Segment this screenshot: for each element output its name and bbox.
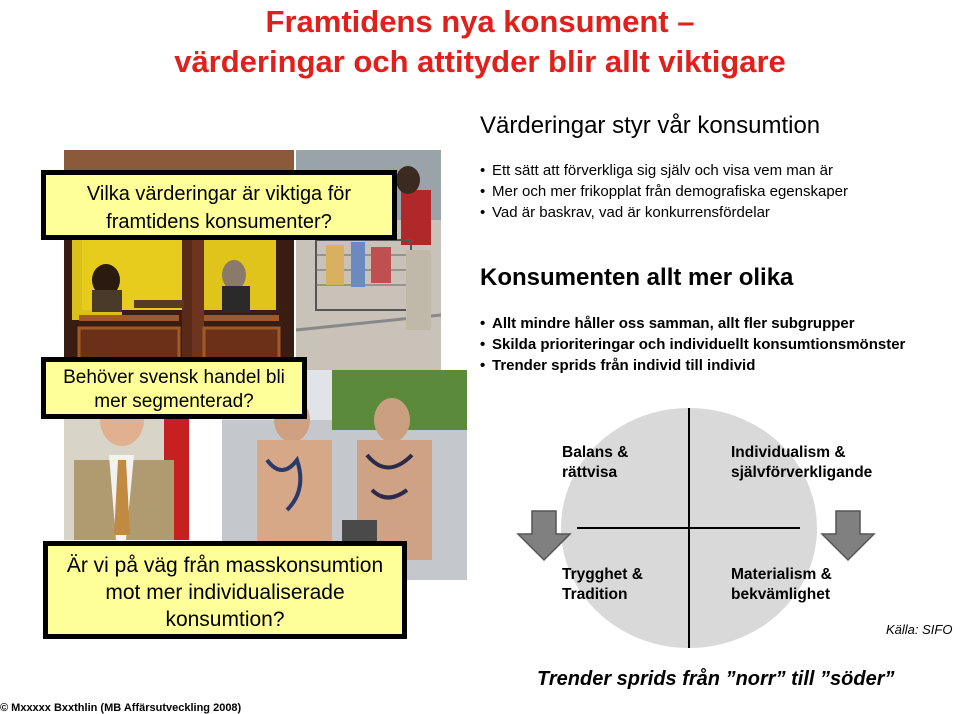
source-label: Källa: SIFO [886, 622, 953, 637]
list-item: • Ett sätt att förverkliga sig själv och visa vem man är [480, 160, 848, 181]
copyright-line: © Mxxxxx Bxxthlin (MB Affärsutveckling 2008) [0, 702, 242, 714]
quadrant-label-bottom-left: Trygghet & Tradition [562, 566, 643, 603]
arrow-down-icon [822, 511, 874, 560]
list-item: • Vad är baskrav, vad är konkurrensfördelar [480, 202, 848, 223]
list-item: • Skilda prioriteringar och individuellt konsumtionsmönster [480, 334, 905, 355]
mass-question-text: Är vi på väg från masskonsumtion mot mer individualiserade konsumtion? [66, 554, 384, 631]
section1-heading: Värderingar styr vår konsumtion [480, 112, 821, 139]
values-question-text: Vilka värderingar är viktiga för framtidens konsumenter? [86, 183, 352, 233]
list-item: • Mer och mer frikopplat från demografiska egenskaper [480, 181, 848, 202]
quadrant-label-top-right: Individualism & självförverkligande [731, 444, 873, 481]
quadrant-label-top-left: Balans & rättvisa [562, 444, 629, 481]
list-item: • Allt mindre håller oss samman, allt fler subgrupper [480, 313, 905, 334]
footer-caption: Trender sprids från ”norr” till ”söder” [537, 668, 895, 690]
title-line-1: Framtidens nya konsument – [265, 4, 695, 39]
quadrant-label-bottom-right: Materialism & bekvämlighet [731, 566, 832, 603]
segment-question-text: Behöver svensk handel bli mer segmenterad? [63, 367, 285, 412]
list-item: • Trender sprids från individ till individ [480, 355, 905, 376]
title-line-2: värderingar och attityder blir allt viktigare [174, 44, 786, 79]
section2-heading: Konsumenten allt mer olika [480, 264, 794, 291]
